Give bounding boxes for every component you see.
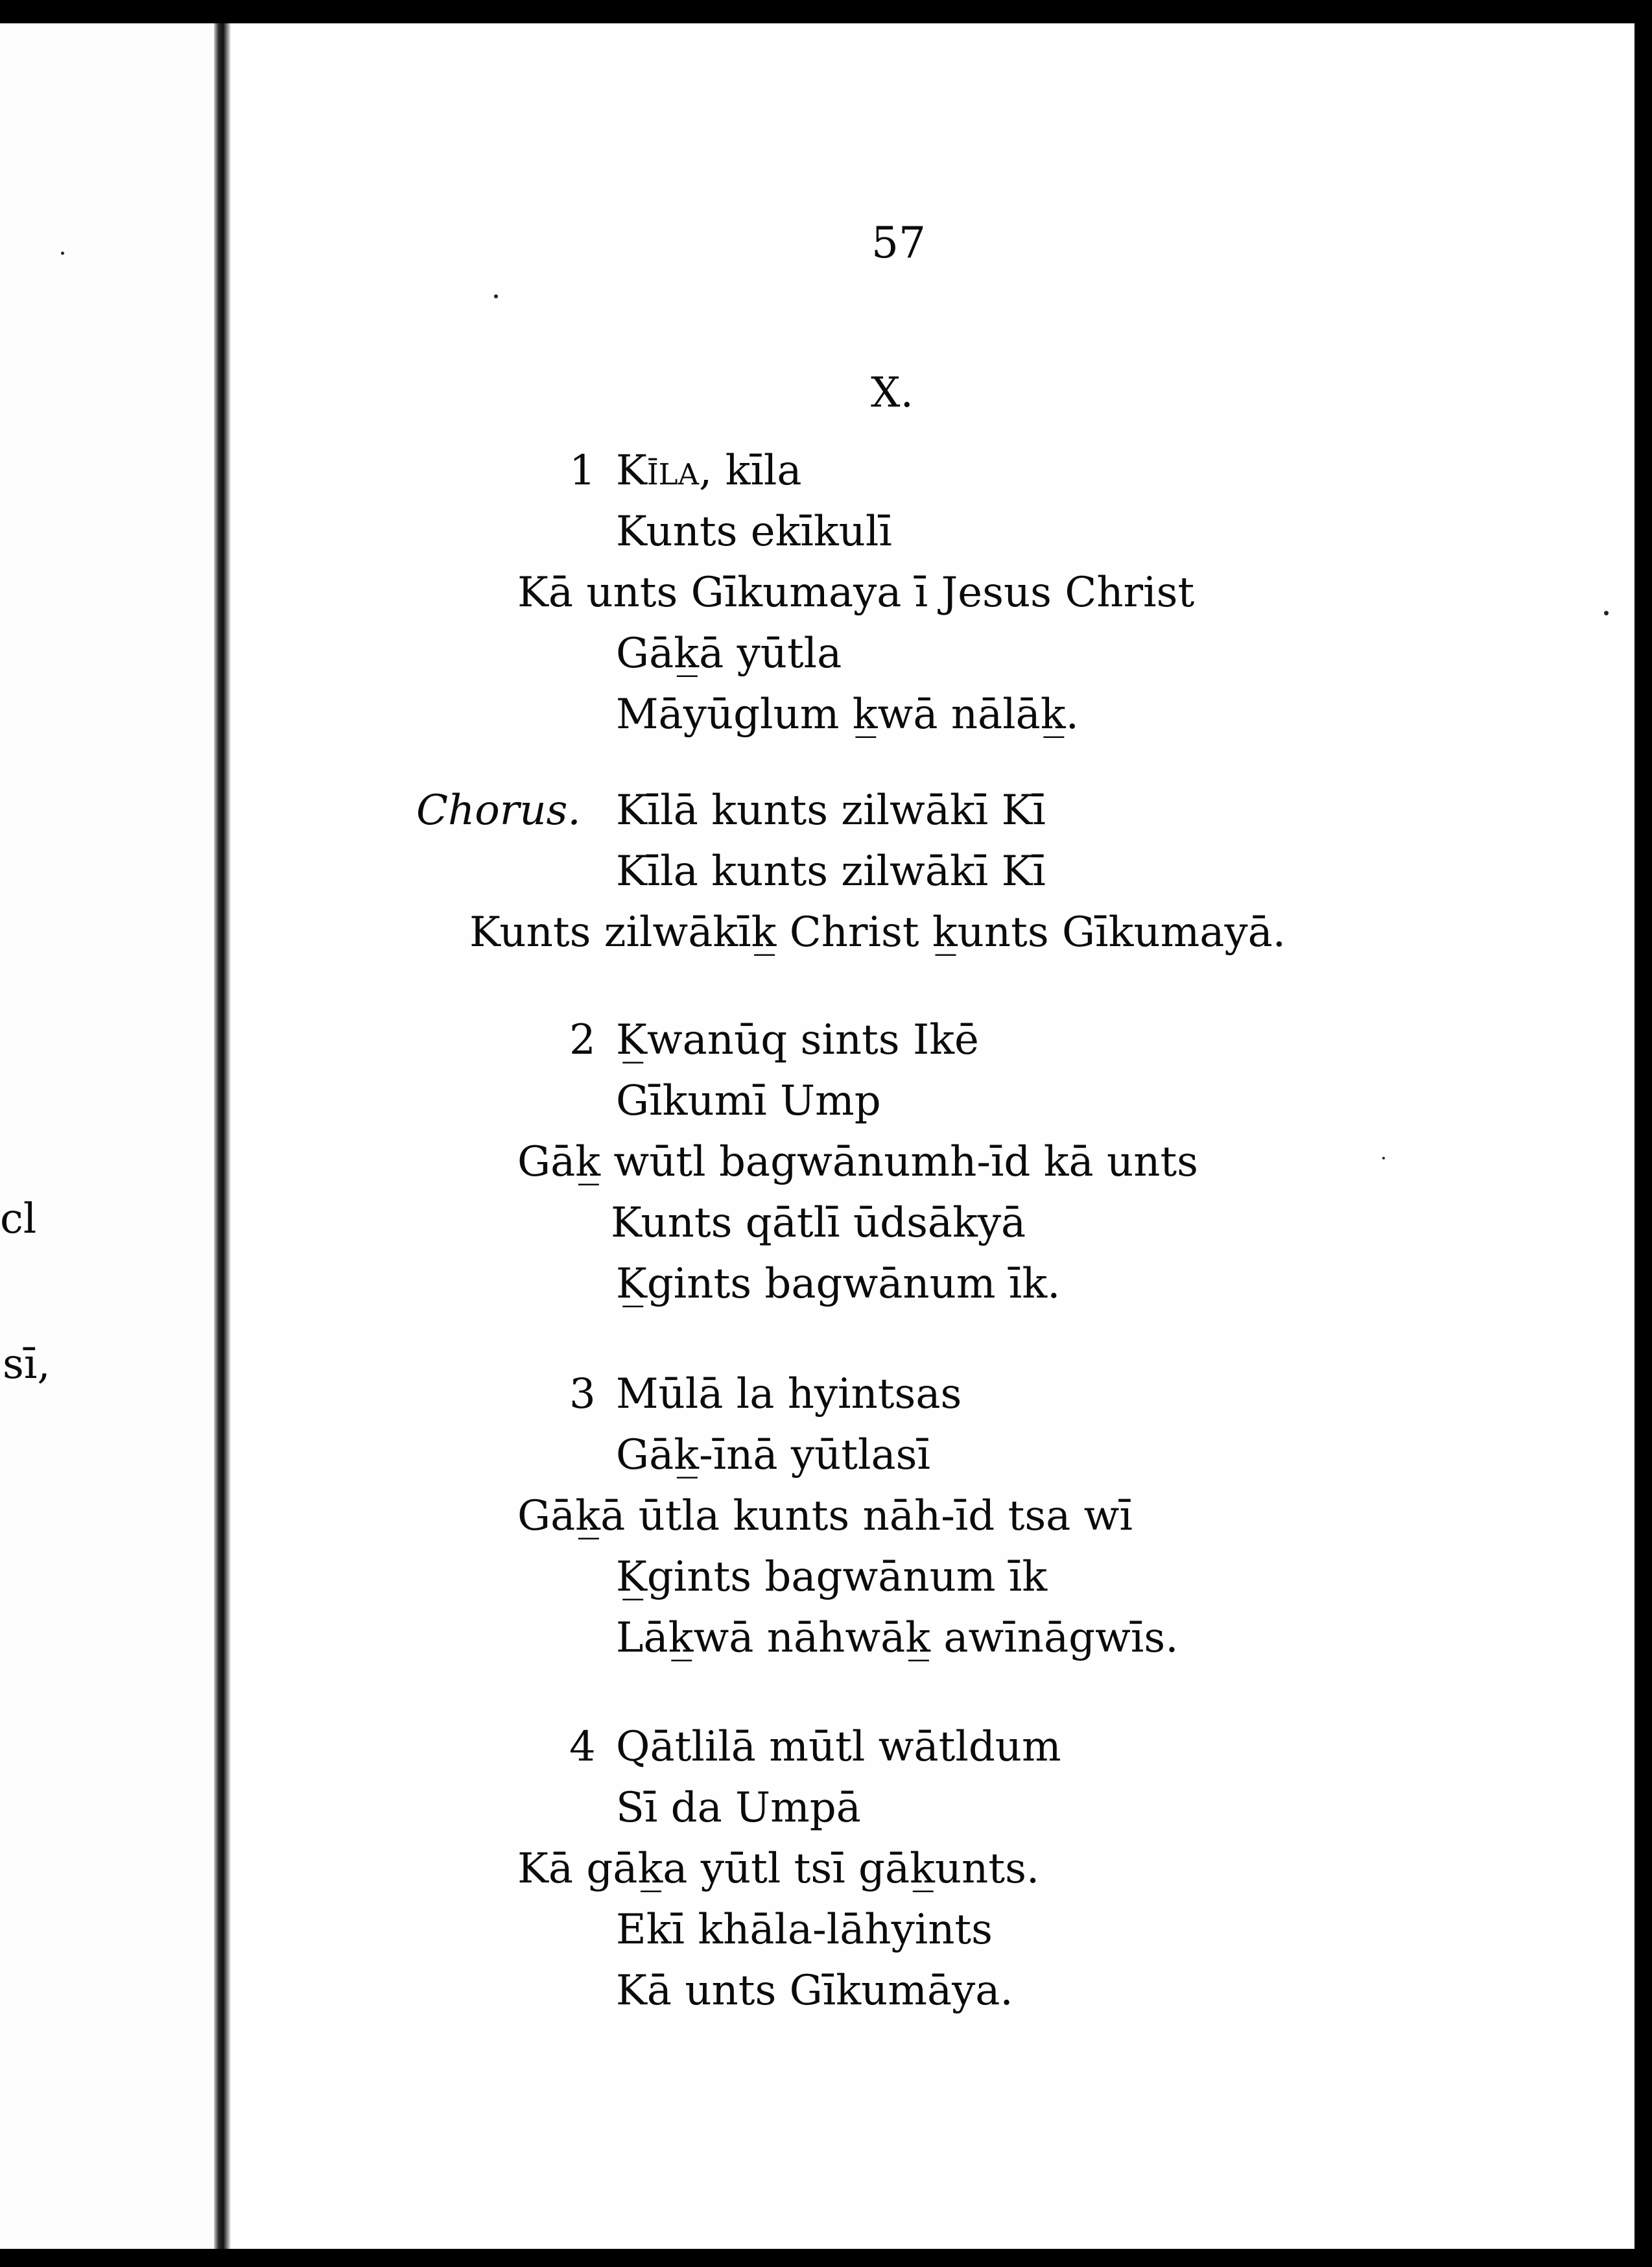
verse-line: K̲gints bagwānum īk: [616, 1553, 1048, 1601]
chorus-line: Kīla kunts zilwākī Kī: [616, 848, 1046, 896]
hymn-number: X.: [871, 369, 914, 417]
verse-line: Māyūglum k̲wā nālāk̲.: [616, 691, 1079, 739]
verse-number: 1: [569, 447, 596, 495]
verse-line: Gīkumī Ump: [616, 1077, 881, 1125]
previous-page-edge: [0, 23, 219, 2249]
scan-border-top: [0, 0, 1652, 23]
scan-border-right: [1634, 0, 1652, 2267]
chorus-line: Kīlā kunts zilwākī Kī: [616, 787, 1046, 835]
verse-line: K̲wanūq sints Ikē: [616, 1016, 979, 1064]
previous-page-fragment: cl: [0, 1195, 37, 1243]
verse-line: Kā unts Gīkumāya.: [616, 1967, 1013, 2015]
verse-line: Kunts ekīkulī: [616, 508, 892, 556]
verse-line: Gāk̲ wūtl bagwānumh-īd kā unts: [517, 1138, 1198, 1186]
verse-line: Ekī khāla-lāhyints: [616, 1906, 993, 1954]
scan-speck: [494, 294, 498, 298]
verse-line: Qātlilā mūtl wātldum: [616, 1723, 1061, 1771]
verse-line: Mūlā la hyintsas: [616, 1370, 962, 1418]
verse-line: Kīla, kīla: [616, 447, 802, 495]
verse-number: 4: [569, 1723, 596, 1771]
verse-line: K̲gints bagwānum īk.: [616, 1260, 1061, 1308]
verse-line: Kunts qātlī ūdsākyā: [611, 1199, 1026, 1247]
book-page: [231, 23, 1634, 2249]
verse-line: Gāk̲ā yūtla: [616, 630, 842, 678]
verse-number: 2: [569, 1016, 596, 1064]
previous-page-fragment: sī,: [3, 1340, 51, 1388]
verse-line: Sī da Umpā: [616, 1784, 861, 1832]
chorus-label: Chorus.: [416, 787, 581, 835]
book-gutter: [214, 23, 231, 2249]
verse-line: Lāk̲wā nāhwāk̲ awīnāgwīs.: [616, 1614, 1179, 1662]
verse-line: Gāk̲ā ūtla kunts nāh-īd tsa wī: [517, 1492, 1133, 1540]
scan-border-bottom: [0, 2249, 1652, 2267]
chorus-line: Kunts zilwākīk̲ Christ k̲unts Gīkumayā.: [469, 908, 1286, 956]
page-number: 57: [871, 218, 926, 268]
verse-line: Gāk̲-īnā yūtlasī: [616, 1431, 930, 1479]
scan-speck: [1382, 1157, 1385, 1159]
verse-line: Kā unts Gīkumaya ī Jesus Christ: [517, 569, 1195, 617]
verse-line: Kā gāk̲a yūtl tsī gāk̲unts.: [517, 1845, 1040, 1893]
scan-speck: [61, 252, 64, 255]
verse-number: 3: [569, 1370, 596, 1418]
scan-speck: [1604, 611, 1609, 615]
first-word-small-caps: Kīla: [616, 447, 699, 495]
